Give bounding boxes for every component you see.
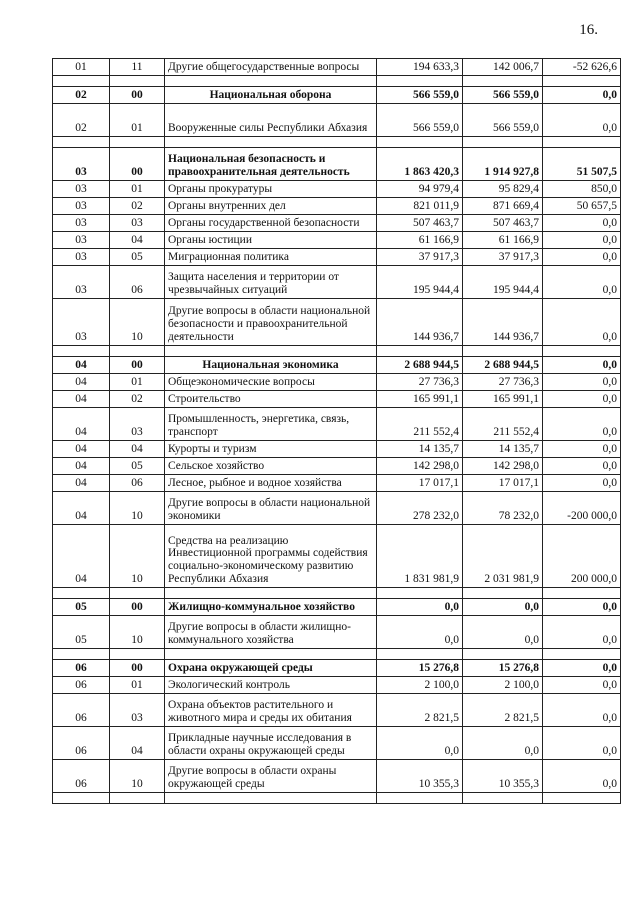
approved-amount-cell: 94 979,4	[377, 181, 463, 198]
budget-table	[52, 58, 621, 804]
item-name-cell: Средства на реализацию Инвестиционной программы содействия социально-экономическому развитию Республики Абхазия	[165, 525, 377, 588]
change-amount-cell: 0,0	[543, 475, 621, 492]
change-amount-cell: 200 000,0	[543, 525, 621, 588]
spacer-cell	[53, 76, 110, 87]
section-total-row	[53, 660, 621, 677]
spacer-cell	[463, 346, 543, 357]
change-amount-cell: 0,0	[543, 266, 621, 299]
table-row	[53, 525, 621, 588]
change-amount-cell: 0,0	[543, 249, 621, 266]
table-row	[53, 458, 621, 475]
section-code-cell: 05	[53, 616, 110, 649]
section-code-cell: 04	[53, 492, 110, 525]
item-name-cell: Другие вопросы в области национальной экономики	[165, 492, 377, 525]
spacer-cell	[463, 76, 543, 87]
item-name-cell: Охрана объектов растительного и животного мира и среды их обитания	[165, 694, 377, 727]
subsection-code-cell: 02	[110, 198, 165, 215]
revised-amount-cell: 15 276,8	[463, 660, 543, 677]
subsection-code-cell: 10	[110, 760, 165, 793]
item-name-cell: Сельское хозяйство	[165, 458, 377, 475]
section-code-cell: 04	[53, 391, 110, 408]
item-name-cell: Другие вопросы в области охраны окружающей среды	[165, 760, 377, 793]
section-code-cell: 06	[53, 677, 110, 694]
approved-amount-cell: 507 463,7	[377, 215, 463, 232]
spacer-cell	[165, 346, 377, 357]
spacer-cell	[110, 649, 165, 660]
spacer-cell	[377, 137, 463, 148]
page-number: 16.	[579, 22, 598, 38]
subsection-code-cell: 00	[110, 148, 165, 181]
spacer-row	[53, 346, 621, 357]
spacer-row	[53, 793, 621, 804]
item-name-cell: Миграционная политика	[165, 249, 377, 266]
table-row	[53, 441, 621, 458]
spacer-cell	[110, 346, 165, 357]
approved-amount-cell: 821 011,9	[377, 198, 463, 215]
change-amount-cell: 0,0	[543, 408, 621, 441]
approved-amount-cell: 2 821,5	[377, 694, 463, 727]
item-name-cell: Национальная оборона	[165, 87, 377, 104]
spacer-cell	[53, 137, 110, 148]
change-amount-cell: -200 000,0	[543, 492, 621, 525]
spacer-row	[53, 649, 621, 660]
section-total-row	[53, 148, 621, 181]
change-amount-cell: 0,0	[543, 374, 621, 391]
table-row	[53, 59, 621, 76]
revised-amount-cell: 144 936,7	[463, 299, 543, 346]
change-amount-cell: -52 626,6	[543, 59, 621, 76]
table-row	[53, 492, 621, 525]
section-code-cell: 03	[53, 249, 110, 266]
section-code-cell: 03	[53, 232, 110, 249]
table-row	[53, 249, 621, 266]
table-row	[53, 475, 621, 492]
subsection-code-cell: 04	[110, 727, 165, 760]
section-code-cell: 02	[53, 87, 110, 104]
approved-amount-cell: 1 863 420,3	[377, 148, 463, 181]
spacer-cell	[110, 793, 165, 804]
revised-amount-cell: 14 135,7	[463, 441, 543, 458]
item-name-cell: Органы государственной безопасности	[165, 215, 377, 232]
change-amount-cell: 51 507,5	[543, 148, 621, 181]
table-row	[53, 727, 621, 760]
subsection-code-cell: 06	[110, 475, 165, 492]
subsection-code-cell: 10	[110, 492, 165, 525]
spacer-cell	[165, 588, 377, 599]
spacer-cell	[110, 588, 165, 599]
approved-amount-cell: 17 017,1	[377, 475, 463, 492]
section-code-cell: 01	[53, 59, 110, 76]
change-amount-cell: 50 657,5	[543, 198, 621, 215]
change-amount-cell: 0,0	[543, 694, 621, 727]
revised-amount-cell: 2 100,0	[463, 677, 543, 694]
spacer-cell	[543, 137, 621, 148]
spacer-cell	[543, 793, 621, 804]
spacer-cell	[377, 76, 463, 87]
subsection-code-cell: 00	[110, 599, 165, 616]
subsection-code-cell: 01	[110, 104, 165, 137]
subsection-code-cell: 00	[110, 660, 165, 677]
spacer-cell	[165, 76, 377, 87]
spacer-cell	[377, 649, 463, 660]
section-code-cell: 06	[53, 727, 110, 760]
section-code-cell: 06	[53, 760, 110, 793]
item-name-cell: Промышленность, энергетика, связь, транспорт	[165, 408, 377, 441]
subsection-code-cell: 01	[110, 677, 165, 694]
revised-amount-cell: 1 914 927,8	[463, 148, 543, 181]
spacer-cell	[110, 137, 165, 148]
subsection-code-cell: 05	[110, 249, 165, 266]
spacer-cell	[543, 76, 621, 87]
section-code-cell: 03	[53, 181, 110, 198]
spacer-row	[53, 588, 621, 599]
revised-amount-cell: 566 559,0	[463, 87, 543, 104]
section-code-cell: 03	[53, 198, 110, 215]
spacer-cell	[543, 649, 621, 660]
item-name-cell: Другие общегосударственные вопросы	[165, 59, 377, 76]
subsection-code-cell: 11	[110, 59, 165, 76]
approved-amount-cell: 211 552,4	[377, 408, 463, 441]
approved-amount-cell: 27 736,3	[377, 374, 463, 391]
subsection-code-cell: 03	[110, 215, 165, 232]
section-code-cell: 03	[53, 266, 110, 299]
change-amount-cell: 0,0	[543, 87, 621, 104]
subsection-code-cell: 05	[110, 458, 165, 475]
spacer-cell	[463, 137, 543, 148]
subsection-code-cell: 02	[110, 391, 165, 408]
item-name-cell: Другие вопросы в области жилищно-коммунального хозяйства	[165, 616, 377, 649]
item-name-cell: Национальная экономика	[165, 357, 377, 374]
revised-amount-cell: 507 463,7	[463, 215, 543, 232]
change-amount-cell: 0,0	[543, 104, 621, 137]
change-amount-cell: 0,0	[543, 391, 621, 408]
approved-amount-cell: 2 688 944,5	[377, 357, 463, 374]
revised-amount-cell: 2 688 944,5	[463, 357, 543, 374]
spacer-cell	[165, 649, 377, 660]
subsection-code-cell: 01	[110, 181, 165, 198]
spacer-cell	[110, 76, 165, 87]
revised-amount-cell: 37 917,3	[463, 249, 543, 266]
item-name-cell: Вооруженные силы Республики Абхазия	[165, 104, 377, 137]
revised-amount-cell: 0,0	[463, 616, 543, 649]
change-amount-cell: 0,0	[543, 660, 621, 677]
revised-amount-cell: 871 669,4	[463, 198, 543, 215]
table-row	[53, 198, 621, 215]
spacer-cell	[53, 588, 110, 599]
revised-amount-cell: 78 232,0	[463, 492, 543, 525]
approved-amount-cell: 0,0	[377, 616, 463, 649]
revised-amount-cell: 0,0	[463, 727, 543, 760]
approved-amount-cell: 0,0	[377, 727, 463, 760]
revised-amount-cell: 2 821,5	[463, 694, 543, 727]
revised-amount-cell: 61 166,9	[463, 232, 543, 249]
table-row	[53, 616, 621, 649]
approved-amount-cell: 37 917,3	[377, 249, 463, 266]
revised-amount-cell: 142 006,7	[463, 59, 543, 76]
item-name-cell: Прикладные научные исследования в области охраны окружающей среды	[165, 727, 377, 760]
section-code-cell: 06	[53, 694, 110, 727]
change-amount-cell: 0,0	[543, 232, 621, 249]
table-row	[53, 694, 621, 727]
approved-amount-cell: 195 944,4	[377, 266, 463, 299]
section-code-cell: 04	[53, 458, 110, 475]
section-code-cell: 04	[53, 374, 110, 391]
subsection-code-cell: 00	[110, 357, 165, 374]
section-code-cell: 04	[53, 441, 110, 458]
budget-table-body	[53, 59, 621, 804]
item-name-cell: Жилищно-коммунальное хозяйство	[165, 599, 377, 616]
spacer-cell	[543, 588, 621, 599]
section-code-cell: 03	[53, 148, 110, 181]
item-name-cell: Органы прокуратуры	[165, 181, 377, 198]
item-name-cell: Охрана окружающей среды	[165, 660, 377, 677]
item-name-cell: Другие вопросы в области национальной безопасности и правоохранительной деятельности	[165, 299, 377, 346]
approved-amount-cell: 566 559,0	[377, 104, 463, 137]
section-code-cell: 03	[53, 299, 110, 346]
table-row	[53, 232, 621, 249]
revised-amount-cell: 142 298,0	[463, 458, 543, 475]
approved-amount-cell: 61 166,9	[377, 232, 463, 249]
subsection-code-cell: 03	[110, 408, 165, 441]
table-row	[53, 391, 621, 408]
item-name-cell: Строительство	[165, 391, 377, 408]
change-amount-cell: 0,0	[543, 677, 621, 694]
change-amount-cell: 0,0	[543, 441, 621, 458]
change-amount-cell: 0,0	[543, 215, 621, 232]
revised-amount-cell: 195 944,4	[463, 266, 543, 299]
approved-amount-cell: 566 559,0	[377, 87, 463, 104]
approved-amount-cell: 10 355,3	[377, 760, 463, 793]
subsection-code-cell: 04	[110, 232, 165, 249]
section-code-cell: 02	[53, 104, 110, 137]
subsection-code-cell: 10	[110, 616, 165, 649]
section-code-cell: 04	[53, 408, 110, 441]
item-name-cell: Органы внутренних дел	[165, 198, 377, 215]
spacer-cell	[543, 346, 621, 357]
spacer-cell	[377, 793, 463, 804]
approved-amount-cell: 2 100,0	[377, 677, 463, 694]
subsection-code-cell: 10	[110, 525, 165, 588]
approved-amount-cell: 14 135,7	[377, 441, 463, 458]
subsection-code-cell: 10	[110, 299, 165, 346]
section-code-cell: 04	[53, 475, 110, 492]
item-name-cell: Общеэкономические вопросы	[165, 374, 377, 391]
spacer-row	[53, 137, 621, 148]
approved-amount-cell: 0,0	[377, 599, 463, 616]
subsection-code-cell: 04	[110, 441, 165, 458]
change-amount-cell: 0,0	[543, 760, 621, 793]
revised-amount-cell: 0,0	[463, 599, 543, 616]
section-code-cell: 04	[53, 525, 110, 588]
spacer-cell	[463, 649, 543, 660]
spacer-cell	[53, 793, 110, 804]
change-amount-cell: 850,0	[543, 181, 621, 198]
approved-amount-cell: 142 298,0	[377, 458, 463, 475]
subsection-code-cell: 00	[110, 87, 165, 104]
change-amount-cell: 0,0	[543, 299, 621, 346]
section-total-row	[53, 87, 621, 104]
subsection-code-cell: 01	[110, 374, 165, 391]
change-amount-cell: 0,0	[543, 616, 621, 649]
spacer-row	[53, 76, 621, 87]
item-name-cell: Курорты и туризм	[165, 441, 377, 458]
approved-amount-cell: 15 276,8	[377, 660, 463, 677]
revised-amount-cell: 566 559,0	[463, 104, 543, 137]
item-name-cell: Экологический контроль	[165, 677, 377, 694]
change-amount-cell: 0,0	[543, 727, 621, 760]
revised-amount-cell: 95 829,4	[463, 181, 543, 198]
table-row	[53, 104, 621, 137]
subsection-code-cell: 03	[110, 694, 165, 727]
revised-amount-cell: 211 552,4	[463, 408, 543, 441]
item-name-cell: Лесное, рыбное и водное хозяйства	[165, 475, 377, 492]
subsection-code-cell: 06	[110, 266, 165, 299]
item-name-cell: Органы юстиции	[165, 232, 377, 249]
approved-amount-cell: 144 936,7	[377, 299, 463, 346]
revised-amount-cell: 10 355,3	[463, 760, 543, 793]
section-total-row	[53, 599, 621, 616]
spacer-cell	[463, 793, 543, 804]
table-row	[53, 677, 621, 694]
change-amount-cell: 0,0	[543, 458, 621, 475]
item-name-cell: Защита населения и территории от чрезвычайных ситуаций	[165, 266, 377, 299]
change-amount-cell: 0,0	[543, 599, 621, 616]
section-code-cell: 03	[53, 215, 110, 232]
revised-amount-cell: 165 991,1	[463, 391, 543, 408]
spacer-cell	[377, 588, 463, 599]
section-code-cell: 06	[53, 660, 110, 677]
table-row	[53, 266, 621, 299]
table-row	[53, 215, 621, 232]
section-code-cell: 05	[53, 599, 110, 616]
approved-amount-cell: 278 232,0	[377, 492, 463, 525]
approved-amount-cell: 194 633,3	[377, 59, 463, 76]
spacer-cell	[53, 649, 110, 660]
revised-amount-cell: 2 031 981,9	[463, 525, 543, 588]
table-row	[53, 408, 621, 441]
revised-amount-cell: 27 736,3	[463, 374, 543, 391]
table-row	[53, 299, 621, 346]
change-amount-cell: 0,0	[543, 357, 621, 374]
item-name-cell: Национальная безопасность и правоохранительная деятельность	[165, 148, 377, 181]
spacer-cell	[165, 137, 377, 148]
spacer-cell	[53, 346, 110, 357]
table-row	[53, 760, 621, 793]
section-code-cell: 04	[53, 357, 110, 374]
spacer-cell	[463, 588, 543, 599]
table-row	[53, 374, 621, 391]
spacer-cell	[377, 346, 463, 357]
spacer-cell	[165, 793, 377, 804]
section-total-row	[53, 357, 621, 374]
table-row	[53, 181, 621, 198]
revised-amount-cell: 17 017,1	[463, 475, 543, 492]
approved-amount-cell: 165 991,1	[377, 391, 463, 408]
approved-amount-cell: 1 831 981,9	[377, 525, 463, 588]
